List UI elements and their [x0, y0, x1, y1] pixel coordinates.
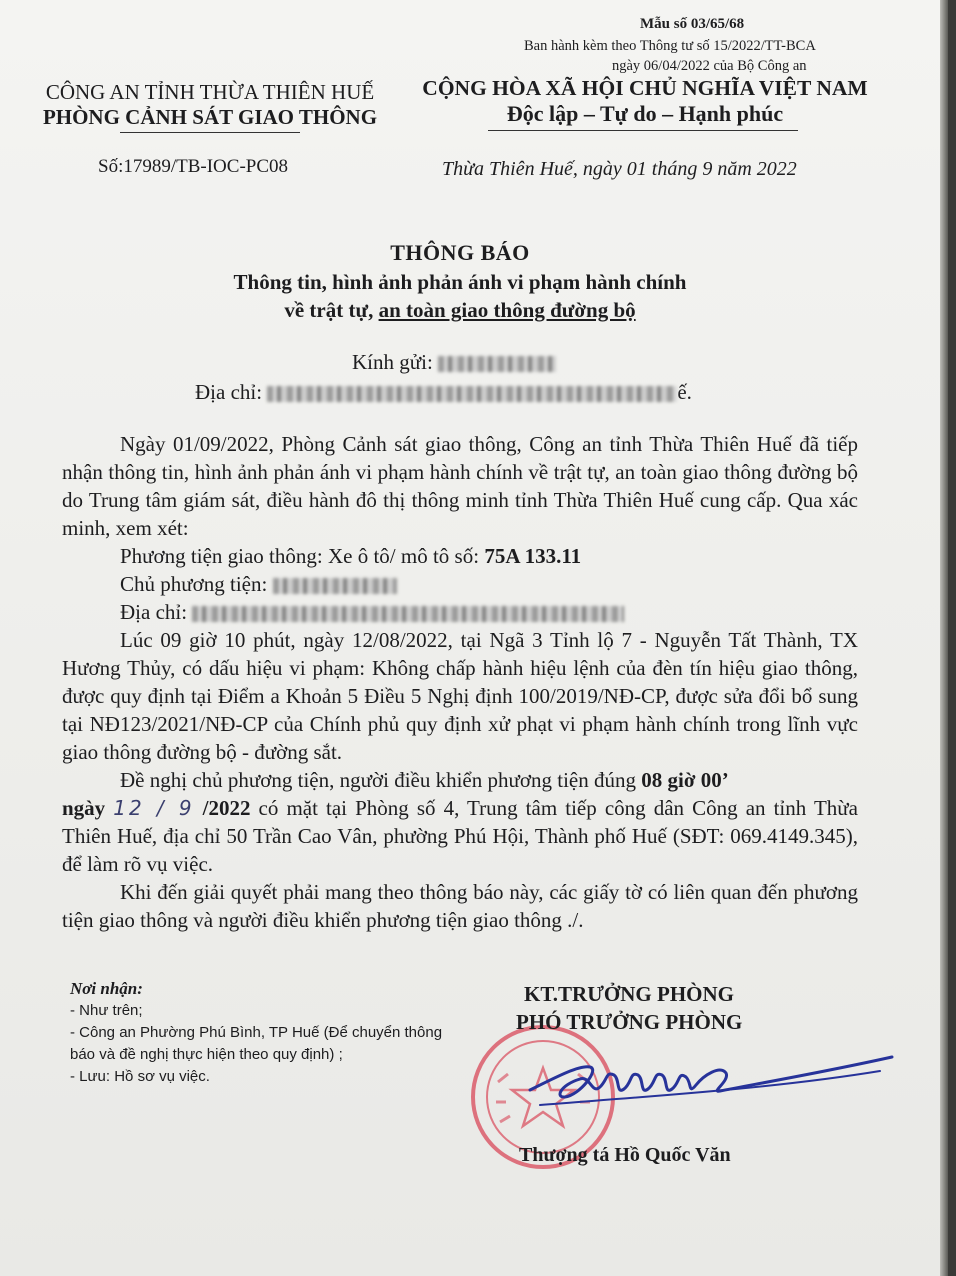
- signature-title-2: PHÓ TRƯỞNG PHÒNG: [516, 1010, 743, 1034]
- summons-time: 08 giờ 00’: [641, 768, 729, 792]
- redacted-owner: [273, 578, 397, 594]
- recipients-block: [70, 978, 450, 1088]
- address-end: ế.: [677, 380, 692, 404]
- owner-line: [62, 570, 858, 598]
- owner-address-line: [62, 598, 858, 626]
- summons-text-b: có mặt tại Phòng số 4, Trung tâm tiếp công dân Công an tỉnh Thừa Thiên Huế, địa chỉ 50 Trần Cao Vân, phường Phú Hội, Thành phố Huế (SĐT: 069.4149.345), để làm rõ vụ việc.: [62, 796, 858, 876]
- motto-underline: [488, 130, 798, 131]
- recipient-line: [352, 350, 556, 375]
- agency-name: PHÒNG CẢNH SÁT GIAO THÔNG: [42, 105, 378, 129]
- document-number: Số:17989/TB-IOC-PC08: [98, 156, 289, 177]
- redacted-address: [267, 386, 677, 402]
- paragraph-requirement: Khi đến giải quyết phải mang theo thông báo này, các giấy tờ có liên quan đến phương tiện giao thông và người điều khiển phương tiện giao thông ./.: [62, 880, 858, 932]
- document-title: THÔNG BÁO: [390, 240, 530, 265]
- paragraph-intro: Ngày 01/09/2022, Phòng Cảnh sát giao thông, Công an tỉnh Thừa Thiên Huế đã tiếp nhận thông tin, hình ảnh phản ánh vi phạm hành chính về trật tự, an toàn giao thông đường bộ do Trung tâm giám sát, điều hành đô thị thông minh tỉnh Thừa Thiên Huế cung cấp. Qua xác minh, xem xét:: [62, 432, 858, 540]
- national-motto: Độc lập – Tự do – Hạnh phúc: [506, 101, 784, 126]
- agency-parent: CÔNG AN TỈNH THỪA THIÊN HUẾ: [45, 80, 375, 104]
- agency-underline: [120, 132, 300, 133]
- vehicle-label: Phương tiện giao thông: Xe ô tô/ mô tô số:: [120, 544, 485, 568]
- page-edge-shadow: [940, 0, 948, 1276]
- address-label: Địa chỉ:: [195, 380, 263, 404]
- document-subtitle-2: [0, 298, 920, 323]
- handwritten-date: 12 / 9: [113, 796, 195, 820]
- owner-address-label: Địa chỉ:: [120, 600, 188, 624]
- recipient-item: - Lưu: Hồ sơ vụ việc.: [70, 1068, 210, 1085]
- nation-name: CỘNG HÒA XÃ HỘI CHỦ NGHĨA VIỆT NAM: [422, 76, 868, 100]
- recipients-title: Nơi nhận:: [70, 979, 143, 998]
- signer-name: Thượng tá Hồ Quốc Văn: [519, 1144, 731, 1166]
- form-issued-line1: Ban hành kèm theo Thông tư số 15/2022/TT-BCA: [524, 38, 816, 54]
- form-issued-line2: ngày 06/04/2022 của Bộ Công an: [612, 58, 807, 74]
- place-date: Thừa Thiên Huế, ngày 01 tháng 9 năm 2022: [442, 158, 797, 180]
- summons-year: /2022: [202, 796, 251, 820]
- national-heading: [405, 76, 885, 127]
- signature-title-1: KT.TRƯỞNG PHÒNG: [524, 982, 734, 1006]
- handwritten-signature: [520, 1035, 900, 1125]
- document-body: [62, 430, 858, 934]
- summons-day-label: ngày: [62, 796, 106, 820]
- vehicle-plate: 75A 133.11: [484, 544, 582, 568]
- subtitle-2b: an toàn giao thông đường bộ: [378, 298, 636, 322]
- recipient-label: Kính gửi:: [352, 350, 433, 374]
- recipient-item: - Như trên;: [70, 1002, 143, 1019]
- redacted-owner-address: [192, 606, 624, 622]
- summons-text-a: Đề nghị chủ phương tiện, người điều khiển phương tiện đúng: [120, 768, 642, 792]
- recipient-address-line: [195, 380, 692, 405]
- issuing-agency: [30, 80, 390, 130]
- document-subtitle-1: Thông tin, hình ảnh phản ánh vi phạm hành chính: [233, 270, 687, 294]
- paragraph-summons: [62, 766, 858, 878]
- form-number: Mẫu số 03/65/68: [640, 16, 745, 32]
- subtitle-2a: về trật tự,: [284, 298, 379, 322]
- owner-label: Chủ phương tiện:: [120, 572, 268, 596]
- recipient-item: - Công an Phường Phú Bình, TP Huế (Để chuyển thông báo và đề nghị thực hiện theo quy định) ;: [70, 1024, 443, 1063]
- redacted-recipient: [438, 356, 556, 372]
- vehicle-line: [62, 542, 858, 570]
- paragraph-violation: Lúc 09 giờ 10 phút, ngày 12/08/2022, tại Ngã 3 Tỉnh lộ 7 - Nguyễn Tất Thành, TX Hương Thủy, có dấu hiệu vi phạm: Không chấp hành hiệu lệnh của đèn tín hiệu giao thông, được quy định tại Điểm a Khoản 5 Điều 5 Nghị định 100/2019/NĐ-CP, được sửa đổi bổ sung tại NĐ123/2021/NĐ-CP của Chính phủ quy định xử phạt vi phạm hành chính trong lĩnh vực giao thông đường bộ - đường sắt.: [62, 628, 858, 764]
